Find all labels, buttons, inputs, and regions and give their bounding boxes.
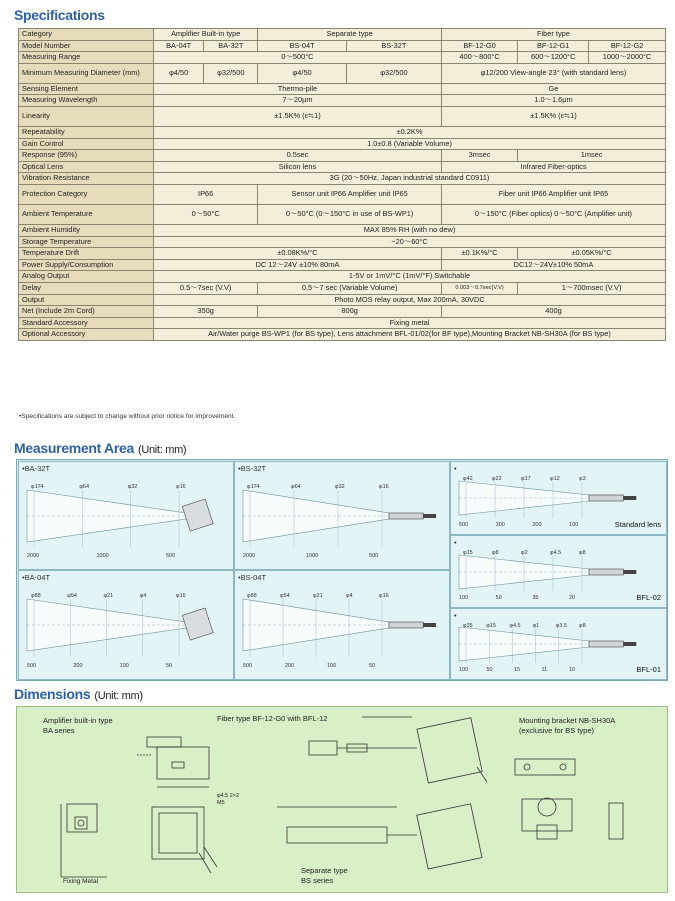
table-row: Power Supply/Consumption DC 12～24V ±10% 80mA DC12～24V±10% 50mA	[19, 259, 666, 271]
fiber-amp-drawing	[417, 718, 482, 783]
sensor-probe	[389, 622, 423, 628]
diameter-label: φ2	[521, 550, 528, 556]
distance-label: 100	[119, 663, 129, 669]
bracket-side-drawing	[609, 803, 623, 839]
distance-label: 2000	[243, 553, 256, 559]
distance-label: 50	[486, 667, 493, 673]
probe-cable	[623, 570, 636, 574]
distance-label: 15	[514, 667, 521, 673]
diameter-label: φ3	[579, 476, 586, 482]
amp-type-label: Amplifier built-in type BA series	[43, 716, 113, 735]
distance-label: 50	[495, 595, 502, 601]
panel-bs-04t	[234, 570, 450, 680]
distance-label: 500	[459, 522, 469, 528]
diameter-label: φ174	[247, 484, 260, 490]
distance-label: 500	[27, 663, 37, 669]
table-row: Optical Lens Silicon lens Infrared Fiber-optics	[19, 161, 666, 173]
hole-callout: φ4.5 2×2 M5	[217, 793, 240, 807]
diameter-label: φ88	[247, 593, 257, 599]
distance-label: 100	[459, 595, 469, 601]
distance-label: 100	[459, 667, 469, 673]
distance-label: 11	[541, 667, 548, 673]
diameter-label: φ16	[176, 593, 186, 599]
diameter-label: φ8	[579, 623, 586, 629]
sensor-probe	[589, 641, 623, 647]
table-row: Response (95%) 0.5sec 3msec 1msec	[19, 150, 666, 162]
diameter-label: φ4.5	[550, 550, 562, 556]
table-row: Storage Temperature −20～60°C	[19, 236, 666, 248]
panel-bs-32t	[234, 461, 450, 570]
table-row: Ambient Temperature 0～50°C 0～50°C (0～150°C in use of BS-WP1) 0～150°C (Fiber optics) 0～50°C (Amplifier unit)	[19, 204, 666, 224]
diameter-label: φ64	[79, 484, 90, 490]
probe-cable	[423, 623, 436, 627]
table-row: Standard Accessory Fixing metal	[19, 317, 666, 329]
distance-label: 2000	[27, 553, 40, 559]
table-row: Vibration Resistance 3G (20～50Hz, Japan industrial standard C0911)	[19, 173, 666, 185]
diameter-label: φ174	[31, 484, 44, 490]
beam-diagram	[235, 571, 449, 679]
diameter-label: φ88	[31, 593, 41, 599]
diameter-label: φ8	[579, 550, 586, 556]
beam-diagram	[235, 462, 449, 569]
table-row: Protection Category IP66 Sensor unit IP66 Amplifier unit IP65 Fiber unit IP66 Amplifier unit IP65	[19, 184, 666, 204]
panel-title: •BA-04T	[22, 573, 51, 582]
beam-diagram	[451, 536, 666, 607]
distance-label: 200	[285, 663, 295, 669]
distance-label: 300	[495, 522, 505, 528]
probe-cable	[623, 496, 636, 500]
specifications-table	[18, 28, 666, 341]
diameter-label: φ22	[492, 476, 502, 482]
table-row: Temperature Drift ±0.08K%/°C ±0.1K%/°C ±0.05K%/°C	[19, 248, 666, 260]
table-row: Delay 0.5～7sec (V.V) 0.5～7 sec (Variable Volume) 0.003～0.7sec(V.V) 1～700msec (V.V)	[19, 282, 666, 294]
distance-label: 1000	[96, 553, 109, 559]
diameter-label: φ21	[313, 593, 323, 599]
diameter-label: φ15	[463, 550, 473, 556]
footnote: •Specifications are subject to change without prior notice for improvement.	[19, 413, 236, 420]
table-row: Optional Accessory Air/Water purge BS-WP1 (for BS type), Lens attachment BFL-01/02(for BF type),Mounting Bracket NB-SH30A (for BS type)	[19, 329, 666, 341]
sensor-probe	[389, 513, 423, 519]
diameter-label: φ16	[379, 593, 389, 599]
table-row: Sensing Element Thermo-pile Ge	[19, 83, 666, 95]
bracket-front-drawing	[522, 799, 572, 831]
table-row: Minimum Measuring Diameter (mm) φ4/50 φ32/500 φ4/50 φ32/500 φ12/200 View-angle 23° (with standard lens)	[19, 63, 666, 83]
specifications-title: Specifications	[14, 7, 105, 23]
sensor-head	[182, 499, 213, 531]
bracket-label: Mounting bracket NB-SH30A (exclusive for BS type)	[519, 716, 616, 735]
panel-ba-04t	[18, 570, 234, 680]
table-row: Category Amplifier Built-in type Separate type Fiber type	[19, 29, 666, 41]
diameter-label: φ35	[463, 623, 473, 629]
fixing-metal-drawing	[67, 804, 97, 832]
table-row: Measuring Range 0～500°C 400～800°C 600～1200°C 1000～2000°C	[19, 52, 666, 64]
panel-standard-lens	[450, 461, 667, 535]
table-row: Analog Output 1-5V or 1mV/°C (1mV/°F) Switchable	[19, 271, 666, 283]
distance-label: 35	[532, 595, 539, 601]
diameter-label: φ8	[492, 550, 499, 556]
panel-bfl-01	[450, 608, 667, 680]
distance-label: 50	[369, 663, 376, 669]
fiber-type-label: Fiber type BF-12-G0 with BFL-12	[217, 714, 328, 723]
measurement-area-panel	[16, 459, 668, 681]
panel-title: •	[454, 538, 457, 547]
table-row: Output Photo MOS relay output, Max 200mA, 30VDC	[19, 294, 666, 306]
probe-cable	[623, 642, 636, 646]
distance-label: 500	[166, 553, 176, 559]
separate-type-label: Separate type BS series	[301, 866, 348, 885]
table-row: Gain Control 1.0±0.8 (Variable Volume)	[19, 138, 666, 150]
diameter-label: φ21	[103, 593, 114, 599]
panel-title: •	[454, 611, 457, 620]
diameter-label: φ32	[127, 484, 138, 490]
table-row: Measuring Wavelength 7～20μm 1.0～1.6μm	[19, 95, 666, 107]
table-row: Linearity ±1.5K% (ε≒1) ±1.5K% (ε≒1)	[19, 106, 666, 126]
distance-label: 10	[569, 667, 576, 673]
measurement-area-title: Measurement Area (Unit: mm)	[14, 440, 187, 456]
distance-label: 50	[166, 663, 173, 669]
distance-label: 100	[327, 663, 337, 669]
diameter-label: φ54	[67, 593, 77, 599]
sensor-probe	[589, 495, 623, 501]
panel-title: •BS-04T	[238, 573, 267, 582]
amp-side-outline	[157, 747, 209, 779]
beam-diagram	[451, 609, 666, 679]
panel-caption: BFL-01	[636, 665, 661, 674]
dimensions-title: Dimensions (Unit: mm)	[14, 686, 143, 702]
panel-title: •BS-32T	[238, 464, 267, 473]
distance-label: 500	[369, 553, 379, 559]
diameter-label: φ1	[532, 623, 540, 629]
diameter-label: φ4	[346, 593, 353, 599]
panel-title: •	[454, 464, 457, 473]
sensor-probe	[589, 569, 623, 575]
beam-diagram	[19, 571, 233, 679]
diameter-label: φ42	[463, 476, 473, 482]
diameter-label: φ4.5	[509, 623, 521, 629]
diameter-label: φ32	[335, 484, 345, 490]
distance-label: 20	[569, 595, 576, 601]
diameter-label: φ64	[291, 484, 301, 490]
diameter-label: φ54	[280, 593, 290, 599]
diameter-label: φ17	[521, 476, 531, 482]
amp-front-outline	[152, 807, 204, 859]
panel-caption: BFL-02	[636, 593, 661, 602]
sensor-head	[182, 608, 213, 640]
table-row: Net (Include 2m Cord) 350g 800g 400g	[19, 306, 666, 318]
distance-label: 200	[532, 522, 542, 528]
distance-label: 500	[243, 663, 253, 669]
beam-diagram	[19, 462, 233, 569]
diameter-label: φ3.5	[555, 623, 568, 629]
panel-bfl-02	[450, 535, 667, 608]
distance-label: 100	[569, 522, 579, 528]
separate-probe-drawing	[287, 827, 387, 843]
table-row: Ambient Humidity MAX 85% RH (with no dew)	[19, 224, 666, 236]
diameter-label: φ4	[139, 593, 147, 599]
probe-cable	[423, 514, 436, 518]
dimensions-panel	[16, 706, 668, 893]
table-row: Repeatability ±0.2K%	[19, 126, 666, 138]
diameter-label: φ16	[379, 484, 389, 490]
panel-title: •BA-32T	[22, 464, 51, 473]
panel-ba-32t	[18, 461, 234, 570]
table-row: Model Number BA-04T BA-32T BS-04T BS-32T BF-12-G0 BF-12-G1 BF-12-G2	[19, 40, 666, 52]
diameter-label: φ15	[486, 623, 496, 629]
panel-caption: Standard lens	[614, 520, 661, 529]
fiber-lens-drawing	[309, 741, 337, 755]
distance-label: 1000	[306, 553, 319, 559]
distance-label: 200	[73, 663, 83, 669]
diameter-label: φ12	[550, 476, 560, 482]
fixing-metal-label: Fixing Metal	[63, 878, 99, 885]
diameter-label: φ16	[176, 484, 186, 490]
